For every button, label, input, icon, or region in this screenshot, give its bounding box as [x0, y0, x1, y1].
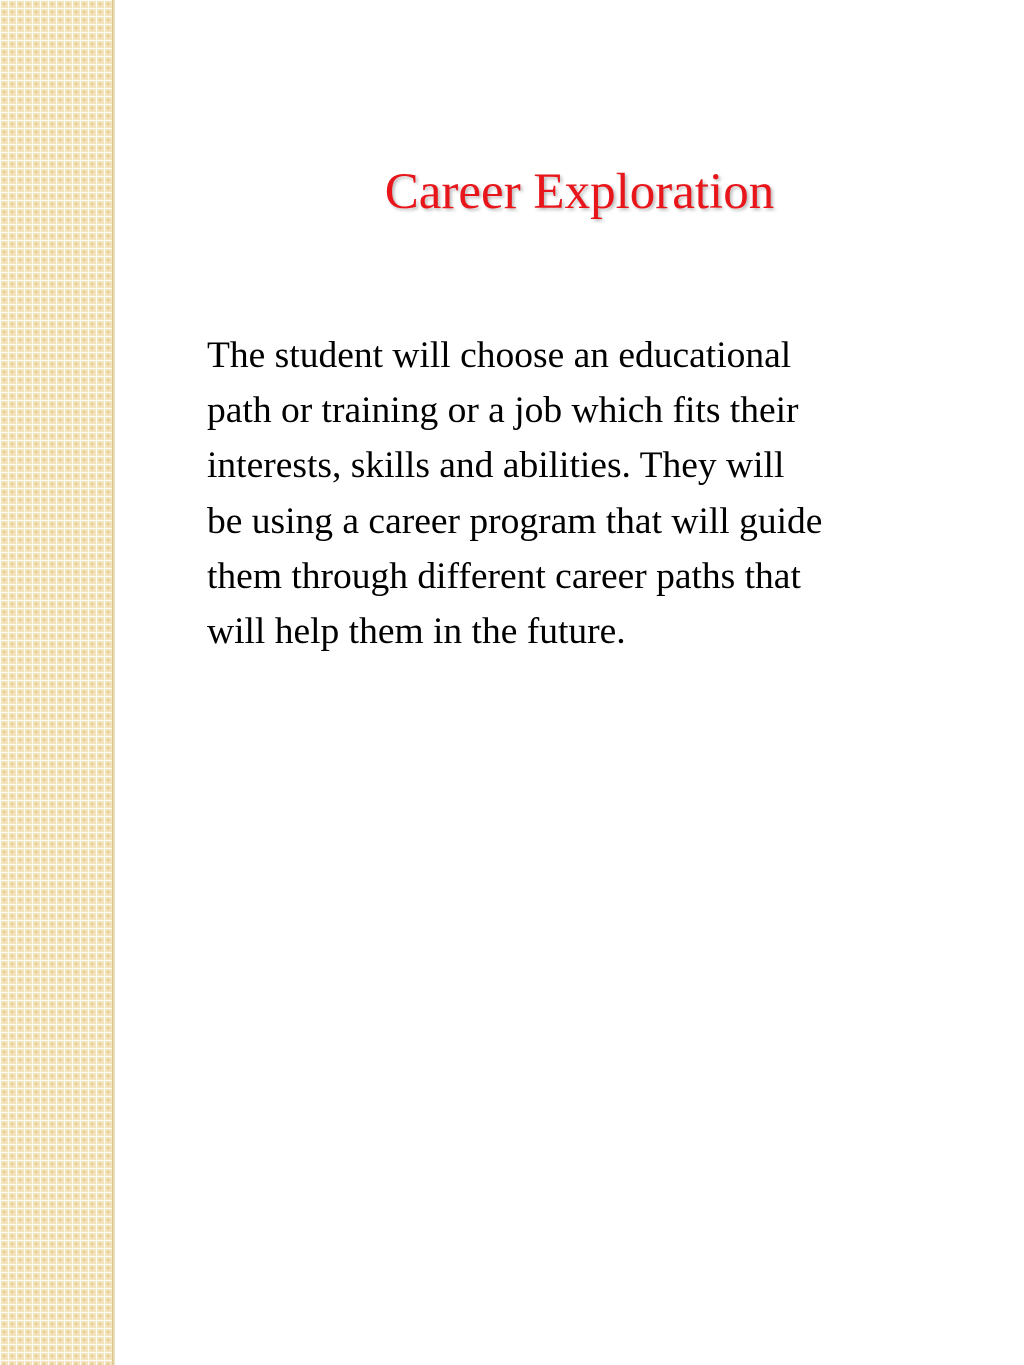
body-line: interests, skills and abilities. They will: [207, 445, 785, 487]
body-line: The student will choose an educational: [207, 335, 792, 376]
slide-title: Career Exploration: [384, 164, 775, 220]
decorative-side-band: [0, 0, 112, 1365]
body-line: them through different career paths that: [207, 555, 801, 597]
slide-body-text: [207, 328, 967, 659]
body-line: be using a career program that will guide: [207, 500, 823, 542]
body-line: will help them in the future.: [207, 611, 626, 653]
body-line: path or training or a job which fits their: [207, 390, 799, 432]
